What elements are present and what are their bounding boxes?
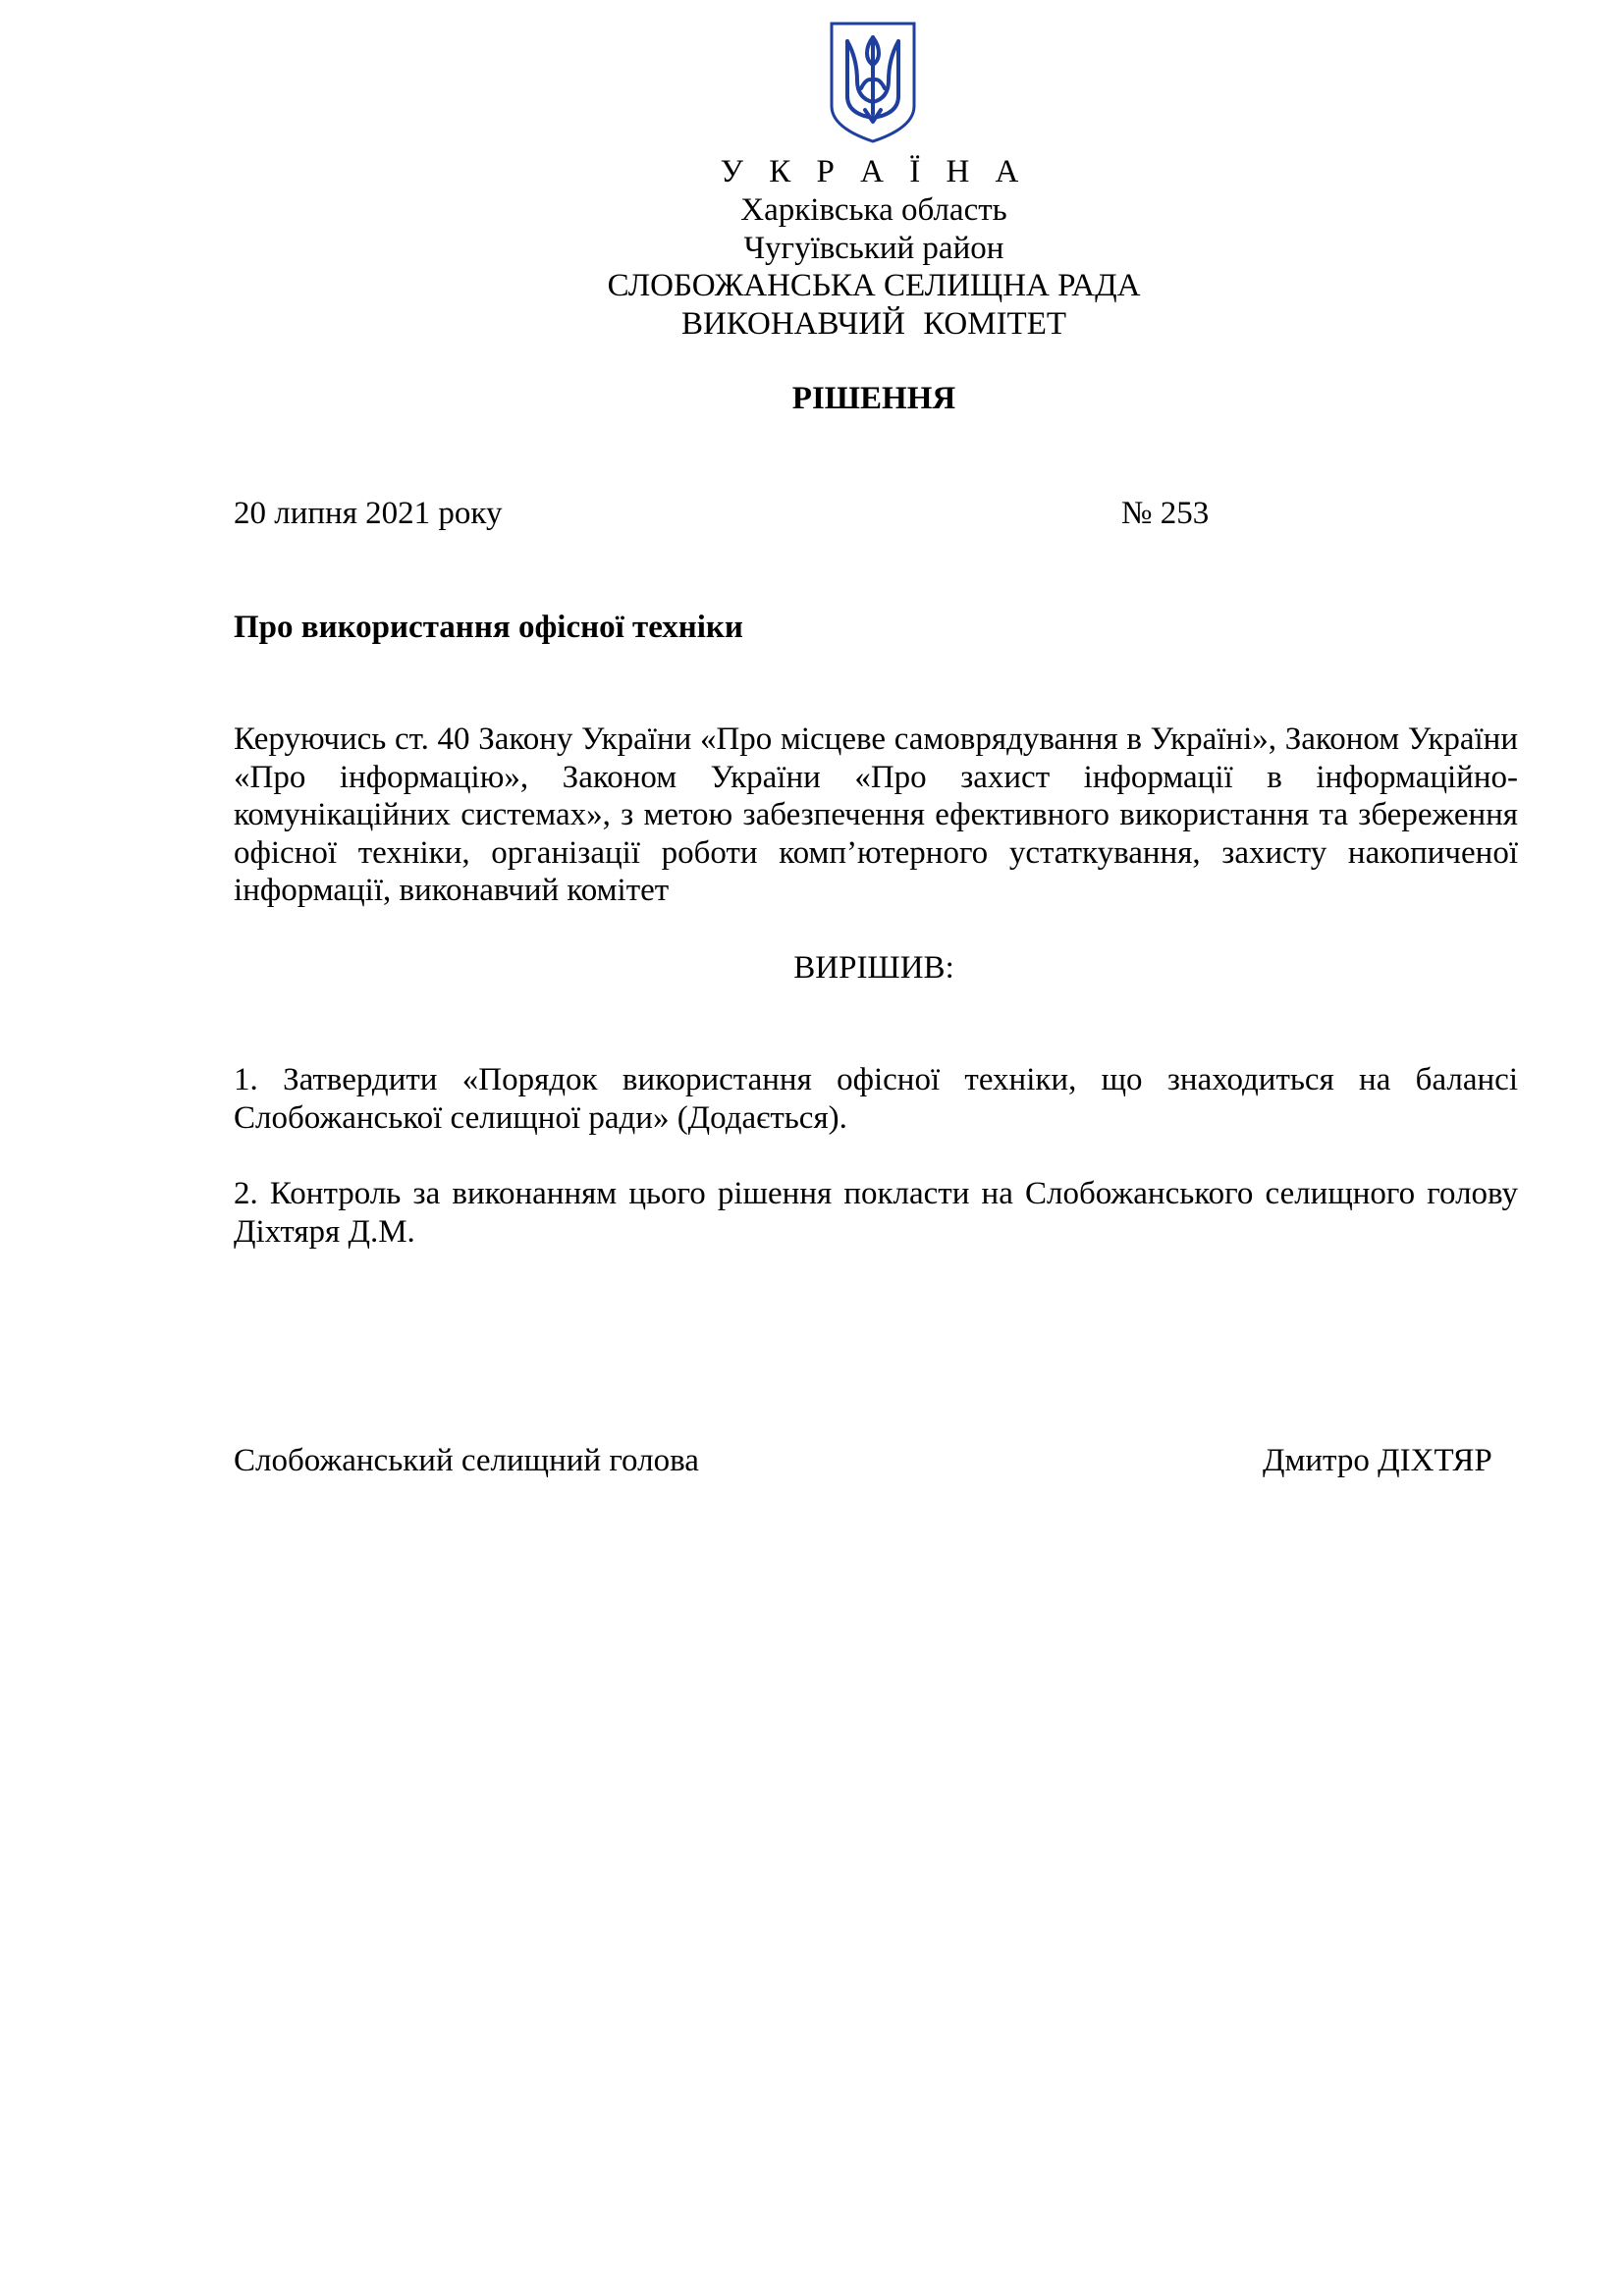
signatory-name: Дмитро ДІХТЯР [1263, 1443, 1492, 1478]
coat-of-arms-icon [828, 20, 918, 145]
preamble-paragraph: Керуючись ст. 40 Закону України «Про місцеве самоврядування в Україні», Законом України «Про інформацію», Законом України «Про захист інформації в інформаційно-комунікаційних системах», з метою забезпечення ефективного використання та збереження офісної техніки, організації роботи комп’ютерного устаткування, захисту накопиченої інформації, виконавчий комітет [234, 721, 1518, 908]
document-date: 20 липня 2021 року [234, 496, 503, 531]
raion-name: Чугуївський район [743, 231, 1004, 266]
oblast-name: Харківська область [740, 192, 1007, 228]
document-subject: Про використання офісної техніки [234, 610, 743, 645]
resolution-item-1: 1. Затвердити «Порядок використання офісної техніки, що знаходиться на балансі Слобожанської селищної ради» (Додається). [234, 1062, 1518, 1136]
country-name: У К Р А Ї Н А [720, 154, 1028, 189]
document-type-title: РІШЕННЯ [791, 381, 956, 416]
resolution-item-2: 2. Контроль за виконанням цього рішення покласти на Слобожанського селищного голову Діхтяря Д.М. [234, 1176, 1518, 1250]
document-number: № 253 [1121, 496, 1210, 531]
resolved-heading: ВИРІШИВ: [793, 950, 954, 986]
committee-name: ВИКОНАВЧИЙ КОМІТЕТ [680, 306, 1067, 342]
council-name: СЛОБОЖАНСЬКА СЕЛИЩНА РАДА [607, 268, 1141, 303]
signatory-title: Слобожанський селищний голова [234, 1443, 699, 1478]
